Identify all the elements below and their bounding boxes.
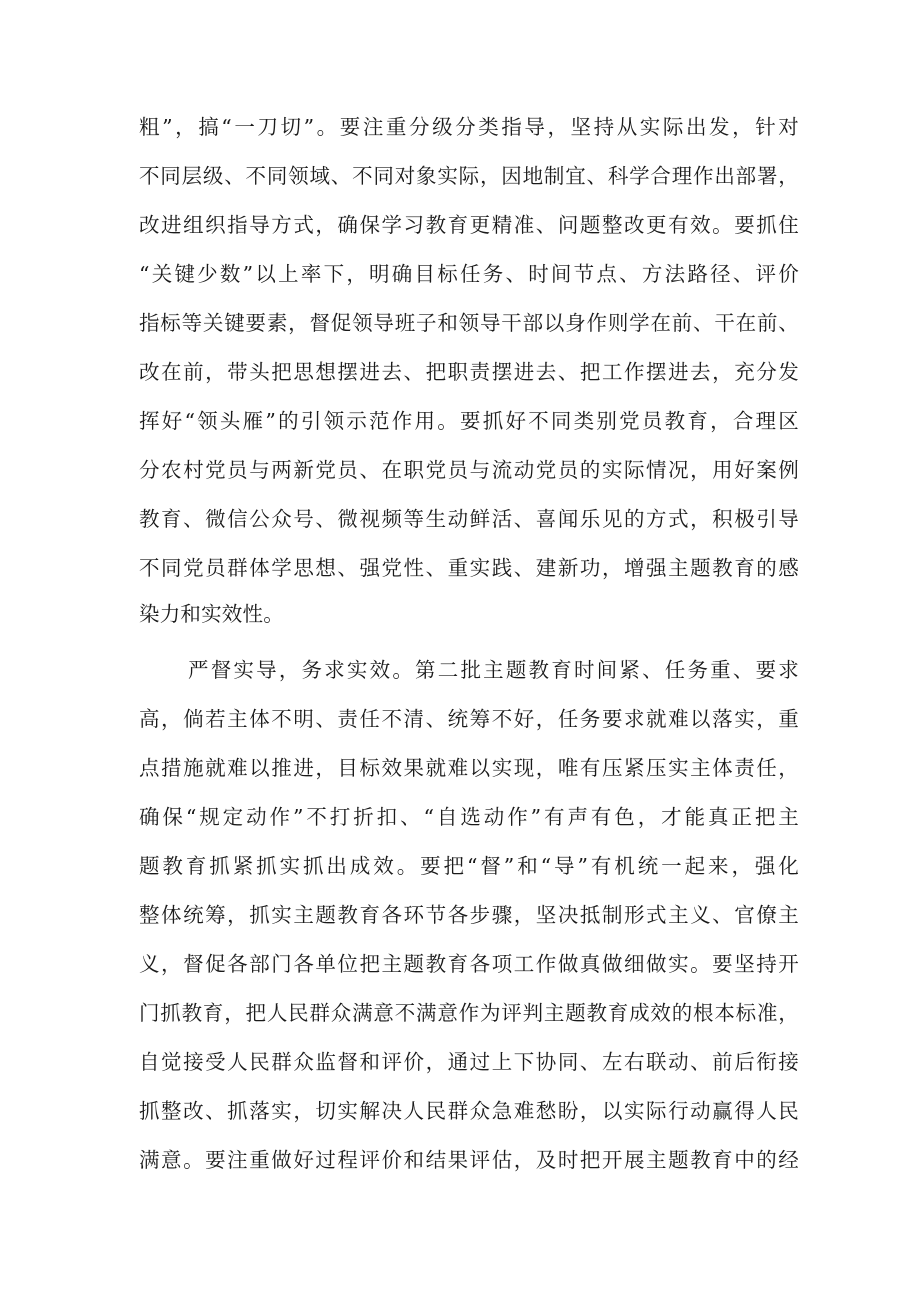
text-line: 义，督促各部门各单位把主题教育各项工作做真做细做实。要坚持开 bbox=[139, 952, 799, 976]
text-line: 题教育抓紧抓实抓出成效。要把“督”和“导”有机统一起来，强化 bbox=[139, 854, 799, 878]
text-line: 指标等关键要素，督促领导班子和领导干部以身作则学在前、干在前、 bbox=[139, 311, 799, 335]
text-line: 严督实导，务求实效。第二批主题教育时间紧、任务重、要求 bbox=[188, 658, 799, 682]
text-line: 不同党员群体学思想、强党性、重实践、建新功，增强主题教育的感 bbox=[139, 556, 799, 580]
text-line: 不同层级、不同领域、不同对象实际，因地制宜、科学合理作出部署， bbox=[139, 164, 799, 188]
text-line: 改进组织指导方式，确保学习教育更精准、问题整改更有效。要抓住 bbox=[139, 213, 799, 237]
text-line: 粗”，搞“一刀切”。要注重分级分类指导，坚持从实际出发，针对 bbox=[139, 115, 799, 139]
text-line: 确保“规定动作”不打折扣、“自选动作”有声有色，才能真正把主 bbox=[139, 805, 799, 829]
text-line: 整体统筹，抓实主题教育各环节各步骤，坚决抵制形式主义、官僚主 bbox=[139, 903, 799, 927]
text-line: 高，倘若主体不明、责任不清、统筹不好，任务要求就难以落实，重 bbox=[139, 707, 799, 731]
text-line: 分农村党员与两新党员、在职党员与流动党员的实际情况，用好案例 bbox=[139, 458, 799, 482]
text-line: 改在前，带头把思想摆进去、把职责摆进去、把工作摆进去，充分发 bbox=[139, 360, 799, 384]
text-line: 点措施就难以推进，目标效果就难以实现，唯有压紧压实主体责任， bbox=[139, 756, 799, 780]
text-line: 自觉接受人民群众监督和评价，通过上下协同、左右联动、前后衔接 bbox=[139, 1050, 799, 1074]
text-line: 门抓教育，把人民群众满意不满意作为评判主题教育成效的根本标准， bbox=[139, 1001, 799, 1025]
text-line: 满意。要注重做好过程评价和结果评估，及时把开展主题教育中的经 bbox=[139, 1148, 799, 1172]
text-line: 挥好“领头雁”的引领示范作用。要抓好不同类别党员教育，合理区 bbox=[139, 409, 799, 433]
text-line: 染力和实效性。 bbox=[139, 602, 284, 626]
text-line: 抓整改、抓落实，切实解决人民群众急难愁盼，以实际行动赢得人民 bbox=[139, 1099, 799, 1123]
text-line: 教育、微信公众号、微视频等生动鲜活、喜闻乐见的方式，积极引导 bbox=[139, 507, 799, 531]
text-line: “关键少数”以上率下，明确目标任务、时间节点、方法路径、评价 bbox=[139, 262, 799, 286]
